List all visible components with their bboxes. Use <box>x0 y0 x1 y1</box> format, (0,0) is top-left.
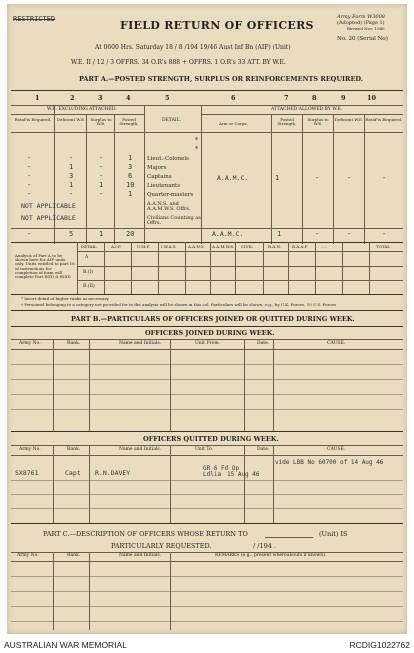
analysis-frame <box>131 242 132 294</box>
group-rule-left <box>11 114 144 115</box>
part-c-hdr-army-no: Army No. <box>17 553 39 558</box>
analysis-hdr-detail: DETAIL <box>81 244 97 249</box>
totals-top-rule <box>11 228 403 229</box>
hdr-posted: Posted Strength. <box>119 117 139 127</box>
hdr-deficient: Deficient W.E. <box>56 117 86 122</box>
table-top-rule <box>11 105 403 106</box>
row5-reinf: - <box>27 190 32 198</box>
quitted-hdr-rank: Rank. <box>67 447 81 452</box>
row5-deficient: - <box>69 190 74 198</box>
row4-posted: 10 <box>126 181 135 189</box>
date-line: At 0600 Hrs. Saturday 18 / 8 /194 19/46 Aust Inf Bn (AIF) (Unit) <box>95 44 291 51</box>
joined-col <box>170 339 171 431</box>
analysis-frame <box>210 242 211 294</box>
footer-catalog-id: RCDIG1022762 <box>349 640 410 650</box>
row2-reinf: - <box>27 163 32 171</box>
form-revised: Revised Nov. 1940 <box>347 26 385 31</box>
total-surplus: 1 <box>99 230 104 238</box>
detail-civilians: Civilians Counting as Offrs. <box>147 215 201 227</box>
totals-bottom-rule <box>11 242 403 243</box>
grid-line <box>364 114 365 244</box>
analysis-rule <box>77 280 403 281</box>
detail-captains: Captains <box>147 174 172 180</box>
part-c-requested: PARTICULARLY REQUESTED. <box>111 542 212 550</box>
part-c-blank-line <box>265 537 313 538</box>
attached-arm: A.A.M.C. <box>217 174 249 182</box>
joined-row-rule <box>11 364 403 365</box>
quitted-col <box>170 445 171 523</box>
col-number-9: 9 <box>341 94 346 102</box>
quitted-col <box>53 445 54 523</box>
row1-posted: 1 <box>128 154 133 162</box>
col-number-8: 8 <box>312 94 317 102</box>
quitted-bottom-rule <box>11 523 403 524</box>
analysis-frame <box>369 242 370 294</box>
row2-surplus: - <box>99 163 104 171</box>
joined-hdr-rule <box>11 349 403 350</box>
row4-surplus: 1 <box>99 181 104 189</box>
group-attached: ATTACHED ALLOWED BY W.E. <box>271 107 343 112</box>
part-c-row-rule <box>11 621 403 622</box>
part-c-date: / /194 . <box>253 542 276 550</box>
hdr-surplus: Surplus to W.E. <box>90 117 112 127</box>
total-attached-deficient: - <box>347 230 352 238</box>
footer-institution: AUSTRALIAN WAR MEMORIAL <box>4 640 127 650</box>
part-c-hdr-rank: Rank. <box>67 553 81 558</box>
header-bottom-rule <box>11 132 403 133</box>
joined-row-rule <box>11 379 403 380</box>
joined-hdr-cause: CAUSE. <box>327 341 346 346</box>
joined-hdr-rank: Rank. <box>67 341 81 346</box>
col-number-7: 7 <box>284 94 289 102</box>
quitted-cause: vide LBB No 60700 of 14 Aug 46 <box>275 459 384 466</box>
row4-reinf: - <box>27 181 32 189</box>
form-adopted: (Adopted) (Page 1) <box>337 20 385 26</box>
total-deficient: 5 <box>69 230 74 238</box>
part-c-unit-label: (Unit) IS <box>319 530 348 538</box>
joined-bottom-rule <box>11 431 403 432</box>
row5-posted: 1 <box>128 190 133 198</box>
row3-deficient: 3 <box>69 172 74 180</box>
form-title: FIELD RETURN OF OFFICERS <box>120 19 314 32</box>
form-number: Army Form W3008 <box>337 14 385 20</box>
analysis-hdr-aans: A.A.N.S. <box>188 244 205 249</box>
part-c-hdr-name: Name and Initials. <box>119 553 162 558</box>
analysis-bottom-rule <box>11 294 403 295</box>
quitted-unit: GR 6 Fd Op Ldlia <box>203 465 240 479</box>
joined-row-rule <box>11 409 403 410</box>
quitted-hdr-cause: CAUSE. <box>327 447 346 452</box>
joined-row-rule <box>11 394 403 395</box>
joined-hdr-date: Date. <box>257 341 270 346</box>
analysis-hdr-raaf: R.A.A.F. <box>292 244 309 249</box>
part-c-row-rule <box>11 576 403 577</box>
hdr-deficient-2: Deficient W.E. <box>334 117 364 122</box>
part-c-hdr-remarks: REMARKS (e.g., present whereabouts if known). <box>215 553 327 558</box>
detail-lt-col: Lieut.-Colonels <box>147 156 189 162</box>
row4-deficient: 1 <box>69 181 74 189</box>
analysis-frame <box>77 242 78 294</box>
hdr-arm: Arm or Corps. <box>219 121 248 126</box>
joined-hdr-army-no: Army No. <box>19 341 41 346</box>
restricted-stamp: RESTRICTED <box>13 15 56 23</box>
joined-col <box>273 339 274 431</box>
analysis-note: Analysis of Part A to be shown here for AIF units only. Units entitled to part 16 of instructions for completion of form will complete Part B(II) & B(III) <box>15 253 75 279</box>
joined-hdr-unit: Unit From. <box>195 341 221 346</box>
quitted-hdr-unit: Unit To. <box>195 447 214 452</box>
we-line: W.E. II / 12 / 3 OFFRS. 34 O.R's 888 + OFFRS. 1 O.R's 33 ATT. BY W.E. <box>71 59 286 66</box>
quitted-hdr-name: Name and Initials. <box>119 447 162 452</box>
part-c-row-rule <box>11 591 403 592</box>
detail-lieutenants: Lieutenants <box>147 183 181 189</box>
group-we-excluding: W.E. EXCLUDING ATTACHED. <box>47 107 117 112</box>
row1-deficient: - <box>69 154 74 162</box>
quitted-col <box>89 445 90 523</box>
attached-deficient: - <box>347 174 352 182</box>
analysis-hdr-ran: R.A.N. <box>268 244 281 249</box>
attached-surplus: - <box>315 174 320 182</box>
quitted-row-rule <box>11 494 403 495</box>
joined-rule <box>11 339 403 340</box>
col-number-2: 2 <box>70 94 75 102</box>
analysis-frame <box>185 242 186 294</box>
analysis-hdr-iwas: I.W.A.S. <box>161 244 177 249</box>
total-reinf: - <box>27 230 32 238</box>
quitted-col <box>244 445 245 523</box>
hdr-reinf: Reinf'ts Required. <box>14 117 52 122</box>
grid-line <box>302 114 303 244</box>
analysis-frame <box>158 242 159 294</box>
analysis-frame <box>104 242 105 294</box>
total-posted: 20 <box>126 230 135 238</box>
analysis-frame <box>235 242 236 294</box>
analysis-frame <box>263 242 264 294</box>
analysis-hdr-aamws: A.A.M.W.S. <box>212 244 235 249</box>
quitted-col <box>273 445 274 523</box>
quitted-hdr-rule <box>11 455 403 456</box>
attached-reinf: - <box>382 174 387 182</box>
part-a-rule <box>11 90 403 91</box>
not-applicable-2: NOT APPLICABLE <box>21 214 76 222</box>
part-b-rule-2 <box>11 326 403 327</box>
analysis-hdr-umf: U.M.F. <box>137 244 151 249</box>
detail-aans: A.A.N.S. and A.A.M.W.S. Offrs. <box>147 201 191 213</box>
grid-line <box>86 114 87 244</box>
asterisk-marker: * <box>195 137 198 144</box>
col-number-6: 6 <box>231 94 236 102</box>
row2-posted: 3 <box>128 163 133 171</box>
quitted-hdr-date: Date. <box>257 447 270 452</box>
not-applicable-1: NOT APPLICABLE <box>21 202 76 210</box>
joined-col <box>89 339 90 431</box>
col-number-3: 3 <box>98 94 103 102</box>
part-c-hdr-rule <box>11 561 403 562</box>
grid-line <box>201 105 202 244</box>
row3-posted: 6 <box>128 172 133 180</box>
analysis-hdr-aif: A.I.F. <box>111 244 122 249</box>
asterisk-marker: * <box>195 146 198 153</box>
row2-deficient: 1 <box>69 163 74 171</box>
part-b-title: PART B.—PARTICULARS OF OFFICERS JOINED OR QUITTED DURING WEEK. <box>71 315 355 323</box>
form-sheet <box>7 4 407 634</box>
archive-footer <box>0 636 414 653</box>
hdr-posted-2: Posted Strength. <box>277 117 297 127</box>
analysis-row-b2: B.(II) <box>83 284 95 289</box>
quitted-hdr-army-no: Army No. <box>19 447 41 452</box>
analysis-hdr-blank: ..... <box>321 244 328 249</box>
attached-posted: 1 <box>275 174 280 182</box>
quitted-rank: Capt <box>65 469 81 477</box>
quitted-row-rule <box>11 508 403 509</box>
quitted-date: 15 Aug 46 <box>227 471 260 478</box>
joined-col <box>53 339 54 431</box>
part-b-rule <box>11 310 403 311</box>
detail-quartermasters: Quarter-masters <box>147 192 194 198</box>
row1-surplus: - <box>99 154 104 162</box>
total-attached-posted: 1 <box>277 230 282 238</box>
col-number-5: 5 <box>165 94 170 102</box>
quitted-rule <box>11 445 403 446</box>
part-c-title: PART C.—DESCRIPTION OF OFFICERS WHOSE RETURN TO <box>43 530 248 538</box>
part-c-row-rule <box>11 606 403 607</box>
analysis-frame <box>288 242 289 294</box>
col-number-1: 1 <box>35 94 40 102</box>
col-number-10: 10 <box>367 94 377 102</box>
row3-reinf: - <box>27 172 32 180</box>
quitted-name: R.N.DAVEY <box>95 469 131 477</box>
quitted-army-no: SX8761 <box>15 469 39 477</box>
footnote-1: * Insert detail of higher ranks as necessary. <box>21 296 110 301</box>
joined-hdr-name: Name and Initials. <box>119 341 162 346</box>
grid-line <box>114 114 115 244</box>
row3-surplus: - <box>99 172 104 180</box>
quitted-title: OFFICERS QUITTED DURING WEEK. <box>143 435 279 443</box>
grid-line <box>333 114 334 244</box>
analysis-frame <box>342 242 343 294</box>
row1-reinf: - <box>27 154 32 162</box>
analysis-hdr-civil: CIVIL <box>241 244 253 249</box>
total-attached-surplus: - <box>315 230 320 238</box>
total-attached-arm: A.A.M.C. <box>212 230 244 238</box>
grid-line <box>271 114 272 244</box>
quitted-row-rule <box>11 480 403 481</box>
analysis-rule <box>77 251 403 252</box>
part-a-title: PART A.—POSTED STRENGTH, SURPLUS OR REINFORCEMENTS REQUIRED. <box>79 75 364 83</box>
analysis-row-b1: B.(I) <box>83 270 94 275</box>
analysis-frame <box>315 242 316 294</box>
total-attached-reinf: - <box>382 230 387 238</box>
analysis-row-a: A <box>85 255 89 260</box>
detail-majors: Majors <box>147 165 167 171</box>
hdr-surplus-2: Surplus to W.E. <box>307 117 329 127</box>
row5-surplus: - <box>99 190 104 198</box>
hdr-detail: DETAIL. <box>162 118 182 123</box>
footnote-2: † Personnel belonging to a category not provided for in the analysis will be shown in this col. Particulars will be shown, e.g., by U.K. Forces, 10 U.S. Forces <box>21 302 337 307</box>
grid-line <box>144 105 145 244</box>
hdr-reinf-2: Reinf'ts Required. <box>365 117 403 122</box>
col-number-4: 4 <box>126 94 131 102</box>
grid-line <box>54 105 55 244</box>
joined-title: OFFICERS JOINED DURING WEEK. <box>145 329 275 337</box>
joined-col <box>244 339 245 431</box>
analysis-hdr-total: TOTAL <box>376 244 390 249</box>
serial-number: No. 20 (Serial No) <box>337 36 388 42</box>
analysis-rule <box>77 266 403 267</box>
